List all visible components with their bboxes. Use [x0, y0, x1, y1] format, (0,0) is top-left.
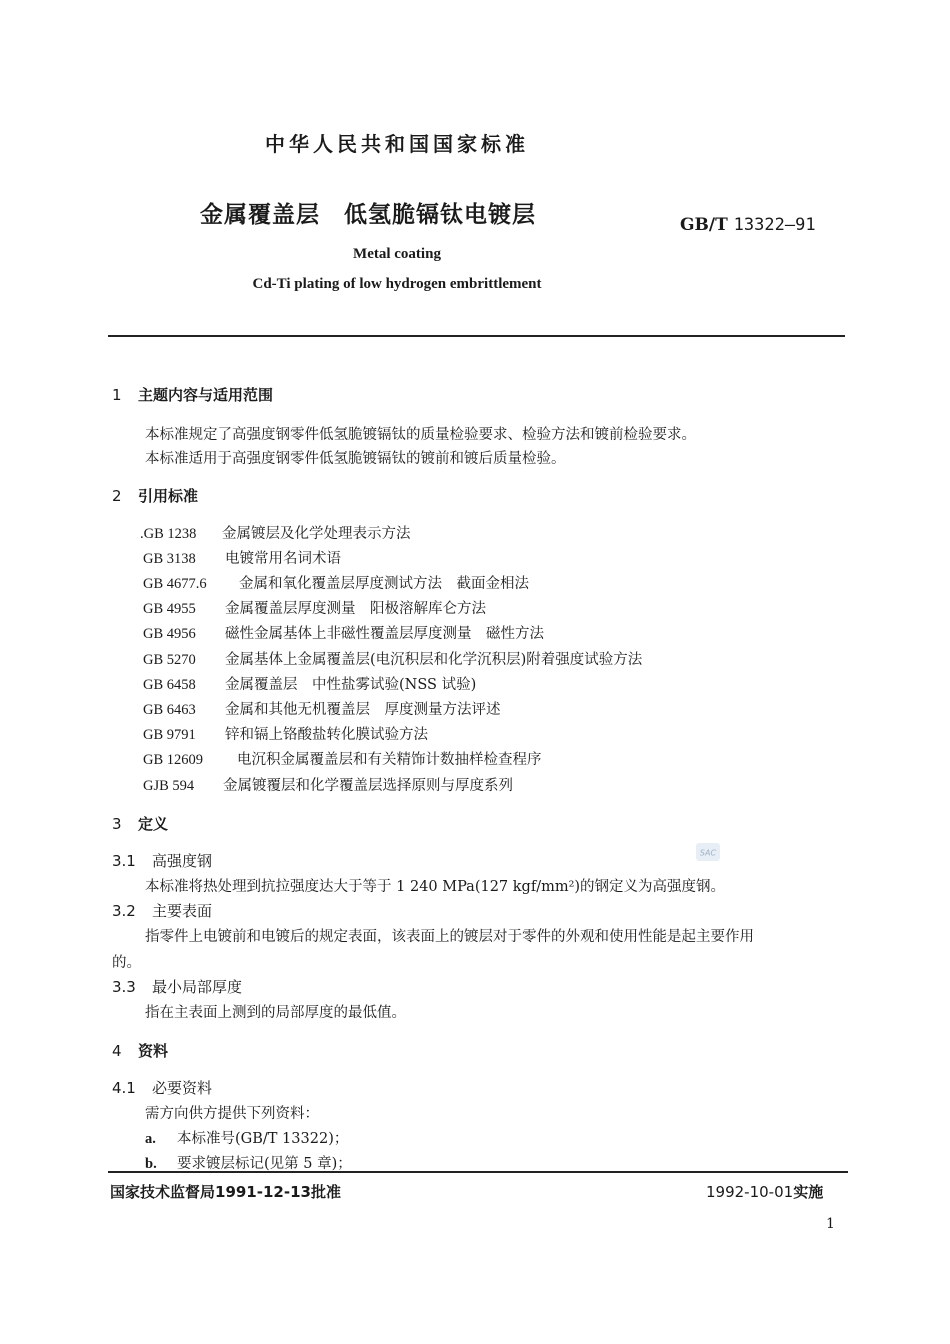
reference-title: 金属镀覆层和化学覆盖层选择原则与厚度系列 [223, 778, 513, 794]
reference-code: GB 6458 [143, 677, 196, 693]
reference-title: 金属和其他无机覆盖层 厚度测量方法评述 [225, 702, 501, 718]
effective-label: 实施 [793, 1183, 824, 1201]
section-title: 定义 [138, 815, 169, 833]
reference-item [140, 522, 411, 543]
page-number: 1 [826, 1216, 835, 1232]
subsection-3-2-paragraph-line-1: 指零件上电镀前和电镀后的规定表面，该表面上的镀层对于零件的外观和使用性能是起主要作用 [145, 929, 754, 945]
standard-code: 13322—91 [733, 215, 816, 235]
section-number: 4 [112, 1042, 122, 1060]
reference-title: 金属覆盖层厚度测量 阳极溶解库仑方法 [225, 601, 486, 617]
subsection-number: 3.2 [112, 902, 136, 920]
reference-item [143, 698, 501, 719]
reference-code: GJB 594 [143, 778, 195, 794]
subsection-title: 最小局部厚度 [152, 978, 243, 996]
reference-item [143, 622, 544, 643]
reference-item [143, 748, 542, 769]
subsection-title: 必要资料 [152, 1079, 213, 1097]
list-item-a [145, 1127, 348, 1148]
standard-title-en-1: Metal coating [353, 246, 441, 262]
list-marker: b. [145, 1156, 157, 1172]
subsection-3-1-heading [112, 850, 212, 871]
standard-title-cn: 金属覆盖层 低氢脆镉钛电镀层 [200, 202, 536, 228]
reference-item [143, 547, 341, 568]
section-1-paragraph-2: 本标准适用于高强度钢零件低氢脆镀镉钛的镀前和镀后质量检验。 [145, 451, 566, 467]
reference-code: GB 4955 [143, 601, 196, 617]
reference-code: .GB 1238 [140, 526, 197, 542]
reference-item [143, 572, 529, 593]
section-title: 引用标准 [138, 487, 199, 505]
effective-date: 1992-10-01 [706, 1183, 794, 1201]
approval-info: 国家技术监督局1991-12-13批准 [110, 1183, 341, 1201]
reference-code: GB 6463 [143, 702, 196, 718]
subsection-3-3-heading [112, 976, 242, 997]
subsection-3-2-paragraph-line-2: 的。 [112, 955, 141, 971]
list-text: 本标准号(GB/T 13322)； [177, 1131, 349, 1147]
section-2-heading [112, 485, 198, 506]
subsection-number: 3.1 [112, 852, 136, 870]
reference-code: GB 4677.6 [143, 576, 207, 592]
section-title: 主题内容与适用范围 [138, 386, 274, 404]
reference-title: 金属覆盖层 中性盐雾试验(NSS 试验) [225, 677, 477, 693]
watermark-text: SAC [699, 848, 717, 858]
reference-title: 电沉积金属覆盖层和有关精饰计数抽样检查程序 [237, 752, 542, 768]
reference-title: 金属基体上金属覆盖层(电沉积层和化学沉积层)附着强度试验方法 [225, 652, 643, 668]
section-number: 2 [112, 487, 122, 505]
section-title: 资料 [138, 1042, 169, 1060]
standard-prefix: GB/T [680, 215, 728, 235]
subsection-4-1-paragraph: 需方向供方提供下列资料： [145, 1106, 319, 1122]
section-1-paragraph-1: 本标准规定了高强度钢零件低氢脆镀镉钛的质量检验要求、检验方法和镀前检验要求。 [145, 427, 696, 443]
reference-title: 金属镀层及化学处理表示方法 [222, 526, 411, 542]
reference-title: 金属和氧化覆盖层厚度测试方法 截面金相法 [239, 576, 529, 592]
reference-code: GB 9791 [143, 727, 196, 743]
reference-code: GB 4956 [143, 626, 196, 642]
reference-item [143, 774, 513, 795]
header-divider [108, 335, 845, 337]
watermark-logo [696, 843, 720, 861]
section-number: 3 [112, 815, 122, 833]
subsection-3-3-paragraph: 指在主表面上测到的局部厚度的最低值。 [145, 1005, 406, 1021]
subsection-title: 主要表面 [152, 902, 213, 920]
subsection-number: 4.1 [112, 1079, 136, 1097]
list-marker: a. [145, 1131, 156, 1147]
reference-item [143, 597, 486, 618]
section-3-heading [112, 813, 168, 834]
effective-info [706, 1181, 823, 1202]
national-standard-heading: 中华人民共和国国家标准 [265, 132, 529, 156]
footer-divider [108, 1171, 848, 1173]
subsection-3-2-heading [112, 900, 212, 921]
reference-item [143, 673, 476, 694]
list-text: 要求镀层标记(见第 5 章)； [177, 1156, 352, 1172]
standard-title-en-2: Cd-Ti plating of low hydrogen embrittlement [252, 276, 542, 292]
subsection-3-1-paragraph: 本标准将热处理到抗拉强度达大于等于 1 240 MPa(127 kgf/mm²)的钢定义为高强度钢。 [145, 879, 726, 895]
reference-item [143, 648, 642, 669]
reference-code: GB 3138 [143, 551, 196, 567]
standard-number [680, 215, 816, 235]
section-1-heading [112, 384, 273, 405]
reference-title: 锌和镉上铬酸盐转化膜试验方法 [225, 727, 428, 743]
section-4-heading [112, 1040, 168, 1061]
subsection-title: 高强度钢 [152, 852, 213, 870]
subsection-number: 3.3 [112, 978, 136, 996]
section-number: 1 [112, 386, 122, 404]
reference-item [143, 723, 428, 744]
list-item-b [145, 1152, 352, 1173]
reference-title: 电镀常用名词术语 [225, 551, 341, 567]
reference-title: 磁性金属基体上非磁性覆盖层厚度测量 磁性方法 [225, 626, 544, 642]
reference-code: GB 12609 [143, 752, 204, 768]
reference-code: GB 5270 [143, 652, 196, 668]
subsection-4-1-heading [112, 1077, 212, 1098]
